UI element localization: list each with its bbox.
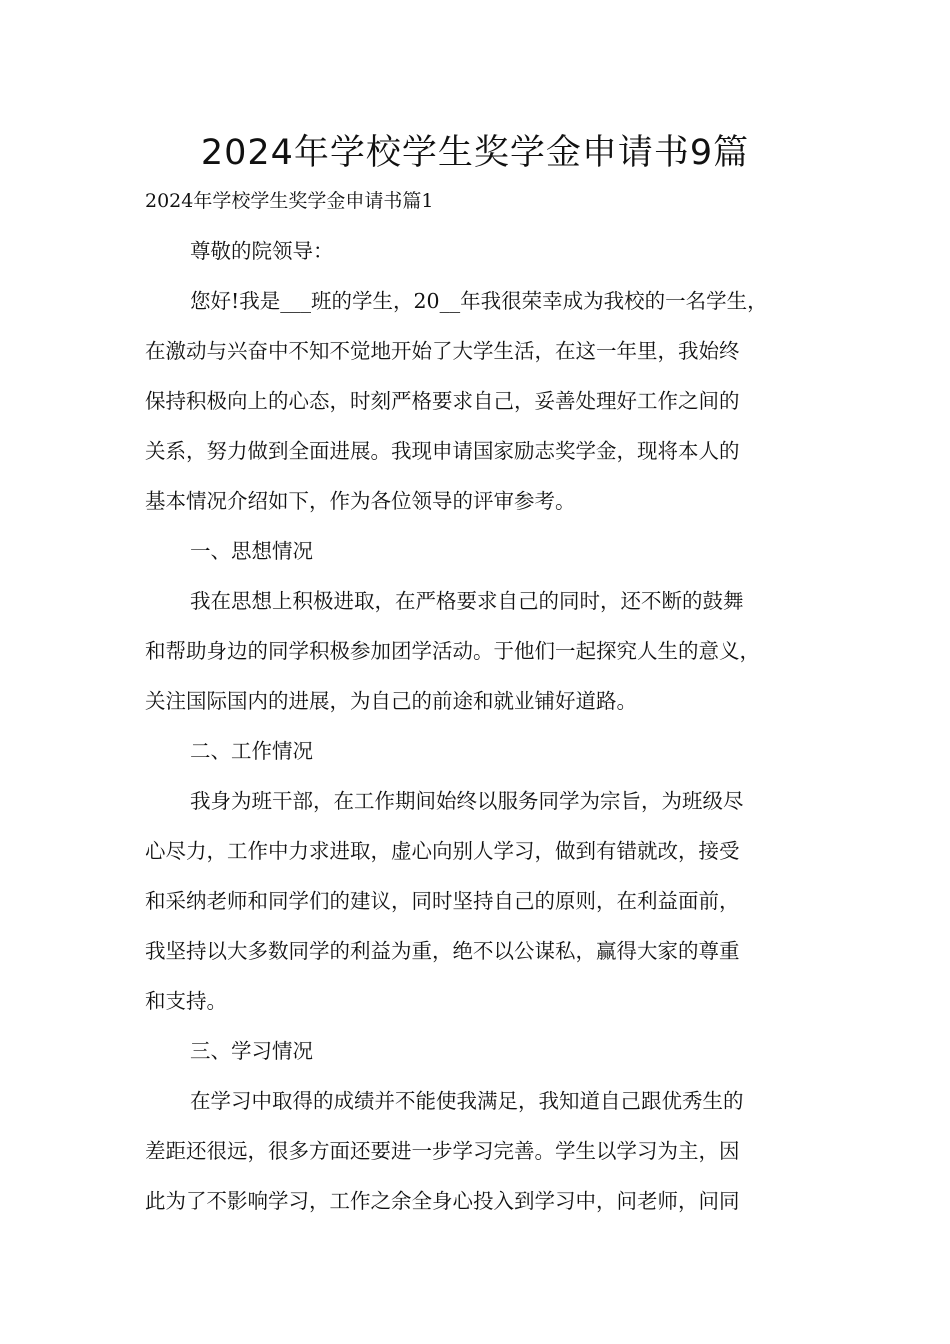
text-line: 我在思想上积极进取，在严格要求自己的同时，还不断的鼓舞 <box>190 589 744 613</box>
text-line: 和支持。 <box>145 989 227 1013</box>
document-subtitle: 2024年学校学生奖学金申请书篇1 <box>145 190 434 212</box>
text-line: 您好!我是___班的学生，20__年我很荣幸成为我校的一名学生， <box>190 289 768 313</box>
text-line: 在激动与兴奋中不知不觉地开始了大学生活，在这一年里，我始终 <box>145 339 740 363</box>
text-line: 二、工作情况 <box>190 739 313 763</box>
text-line: 和帮助身边的同学积极参加团学活动。于他们一起探究人生的意义， <box>145 639 760 663</box>
text-line: 保持积极向上的心态，时刻严格要求自己，妥善处理好工作之间的 <box>145 389 740 413</box>
text-line: 一、思想情况 <box>190 539 313 563</box>
text-line: 差距还很远，很多方面还要进一步学习完善。学生以学习为主，因 <box>145 1139 740 1163</box>
text-line: 在学习中取得的成绩并不能使我满足，我知道自己跟优秀生的 <box>190 1089 744 1113</box>
text-line: 我身为班干部，在工作期间始终以服务同学为宗旨，为班级尽 <box>190 789 744 813</box>
document-title: 2024年学校学生奖学金申请书9篇 <box>200 133 750 173</box>
text-line: 我坚持以大多数同学的利益为重，绝不以公谋私，赢得大家的尊重 <box>145 939 740 963</box>
text-line: 关注国际国内的进展，为自己的前途和就业铺好道路。 <box>145 689 637 713</box>
text-line: 关系，努力做到全面进展。我现申请国家励志奖学金，现将本人的 <box>145 439 740 463</box>
text-line: 和采纳老师和同学们的建议，同时坚持自己的原则，在利益面前， <box>145 889 740 913</box>
text-line: 此为了不影响学习，工作之余全身心投入到学习中，问老师，问同 <box>145 1189 740 1213</box>
text-line: 心尽力，工作中力求进取，虚心向别人学习，做到有错就改，接受 <box>145 839 740 863</box>
document-body <box>145 236 825 1236</box>
text-line: 三、学习情况 <box>190 1039 313 1063</box>
text-line: 尊敬的院领导： <box>190 239 334 263</box>
text-line: 基本情况介绍如下，作为各位领导的评审参考。 <box>145 489 576 513</box>
